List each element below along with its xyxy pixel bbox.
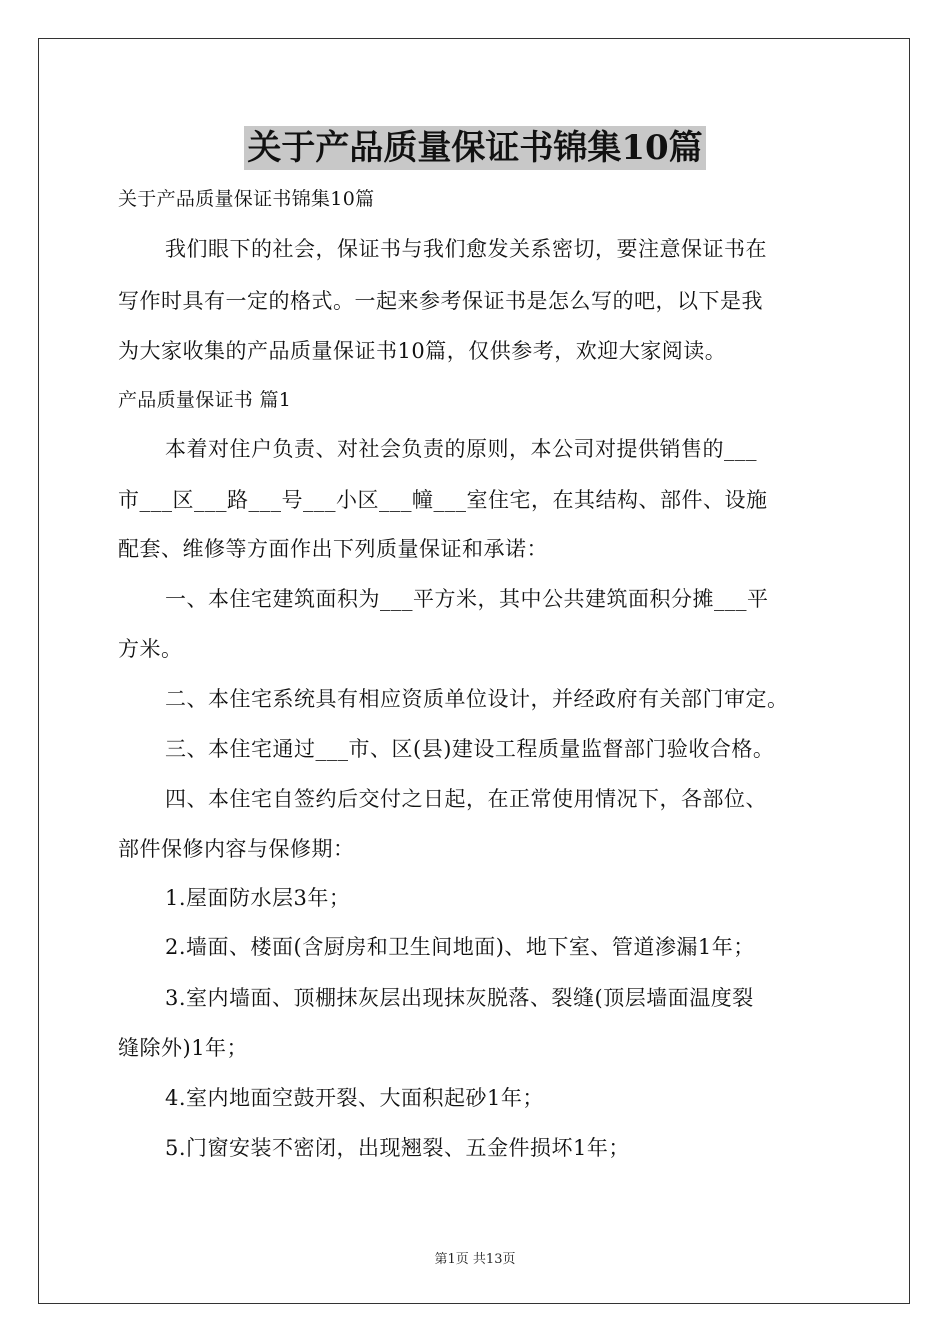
body-line: 三、本住宅通过___市、区(县)建设工程质量监督部门验收合格。: [165, 737, 775, 761]
intro-line: 为大家收集的产品质量保证书10篇，仅供参考，欢迎大家阅读。: [118, 339, 727, 363]
body-line: 配套、维修等方面作出下列质量保证和承诺：: [118, 537, 548, 561]
page-footer: 第1页 共13页: [434, 1252, 516, 1267]
document-title: 关于产品质量保证书锦集10篇: [244, 126, 705, 170]
body-line: 缝除外)1年；: [118, 1036, 249, 1060]
body-line: 二、本住宅系统具有相应资质单位设计，并经政府有关部门审定。: [165, 687, 789, 711]
body-line: 1.屋面防水层3年；: [165, 886, 351, 910]
body-line: 一、本住宅建筑面积为___平方米，其中公共建筑面积分摊___平: [165, 587, 769, 611]
body-line: 2.墙面、楼面(含厨房和卫生间地面)、地下室、管道渗漏1年；: [165, 935, 755, 959]
body-line: 4.室内地面空鼓开裂、大面积起砂1年；: [165, 1086, 544, 1110]
body-line: 市___区___路___号___小区___幢___室住宅，在其结构、部件、设施: [118, 488, 768, 512]
subtitle-line: 关于产品质量保证书锦集10篇: [118, 188, 375, 210]
body-line: 本着对住户负责、对社会负责的原则，本公司对提供销售的___: [165, 437, 757, 461]
body-line: 方米。: [118, 637, 183, 661]
body-line: 3.室内墙面、顶棚抹灰层出现抹灰脱落、裂缝(顶层墙面温度裂: [165, 986, 754, 1010]
body-line: 四、本住宅自签约后交付之日起，在正常使用情况下，各部位、: [165, 787, 767, 811]
body-line: 5.门窗安装不密闭，出现翘裂、五金件损坏1年；: [165, 1136, 630, 1160]
page-border: [38, 38, 910, 1304]
section-heading: 产品质量保证书 篇1: [118, 389, 292, 411]
intro-line: 我们眼下的社会，保证书与我们愈发关系密切，要注意保证书在: [165, 237, 767, 261]
title-wrap: [0, 126, 950, 170]
body-line: 部件保修内容与保修期：: [118, 837, 355, 861]
intro-line: 写作时具有一定的格式。一起来参考保证书是怎么写的吧，以下是我: [118, 289, 763, 313]
